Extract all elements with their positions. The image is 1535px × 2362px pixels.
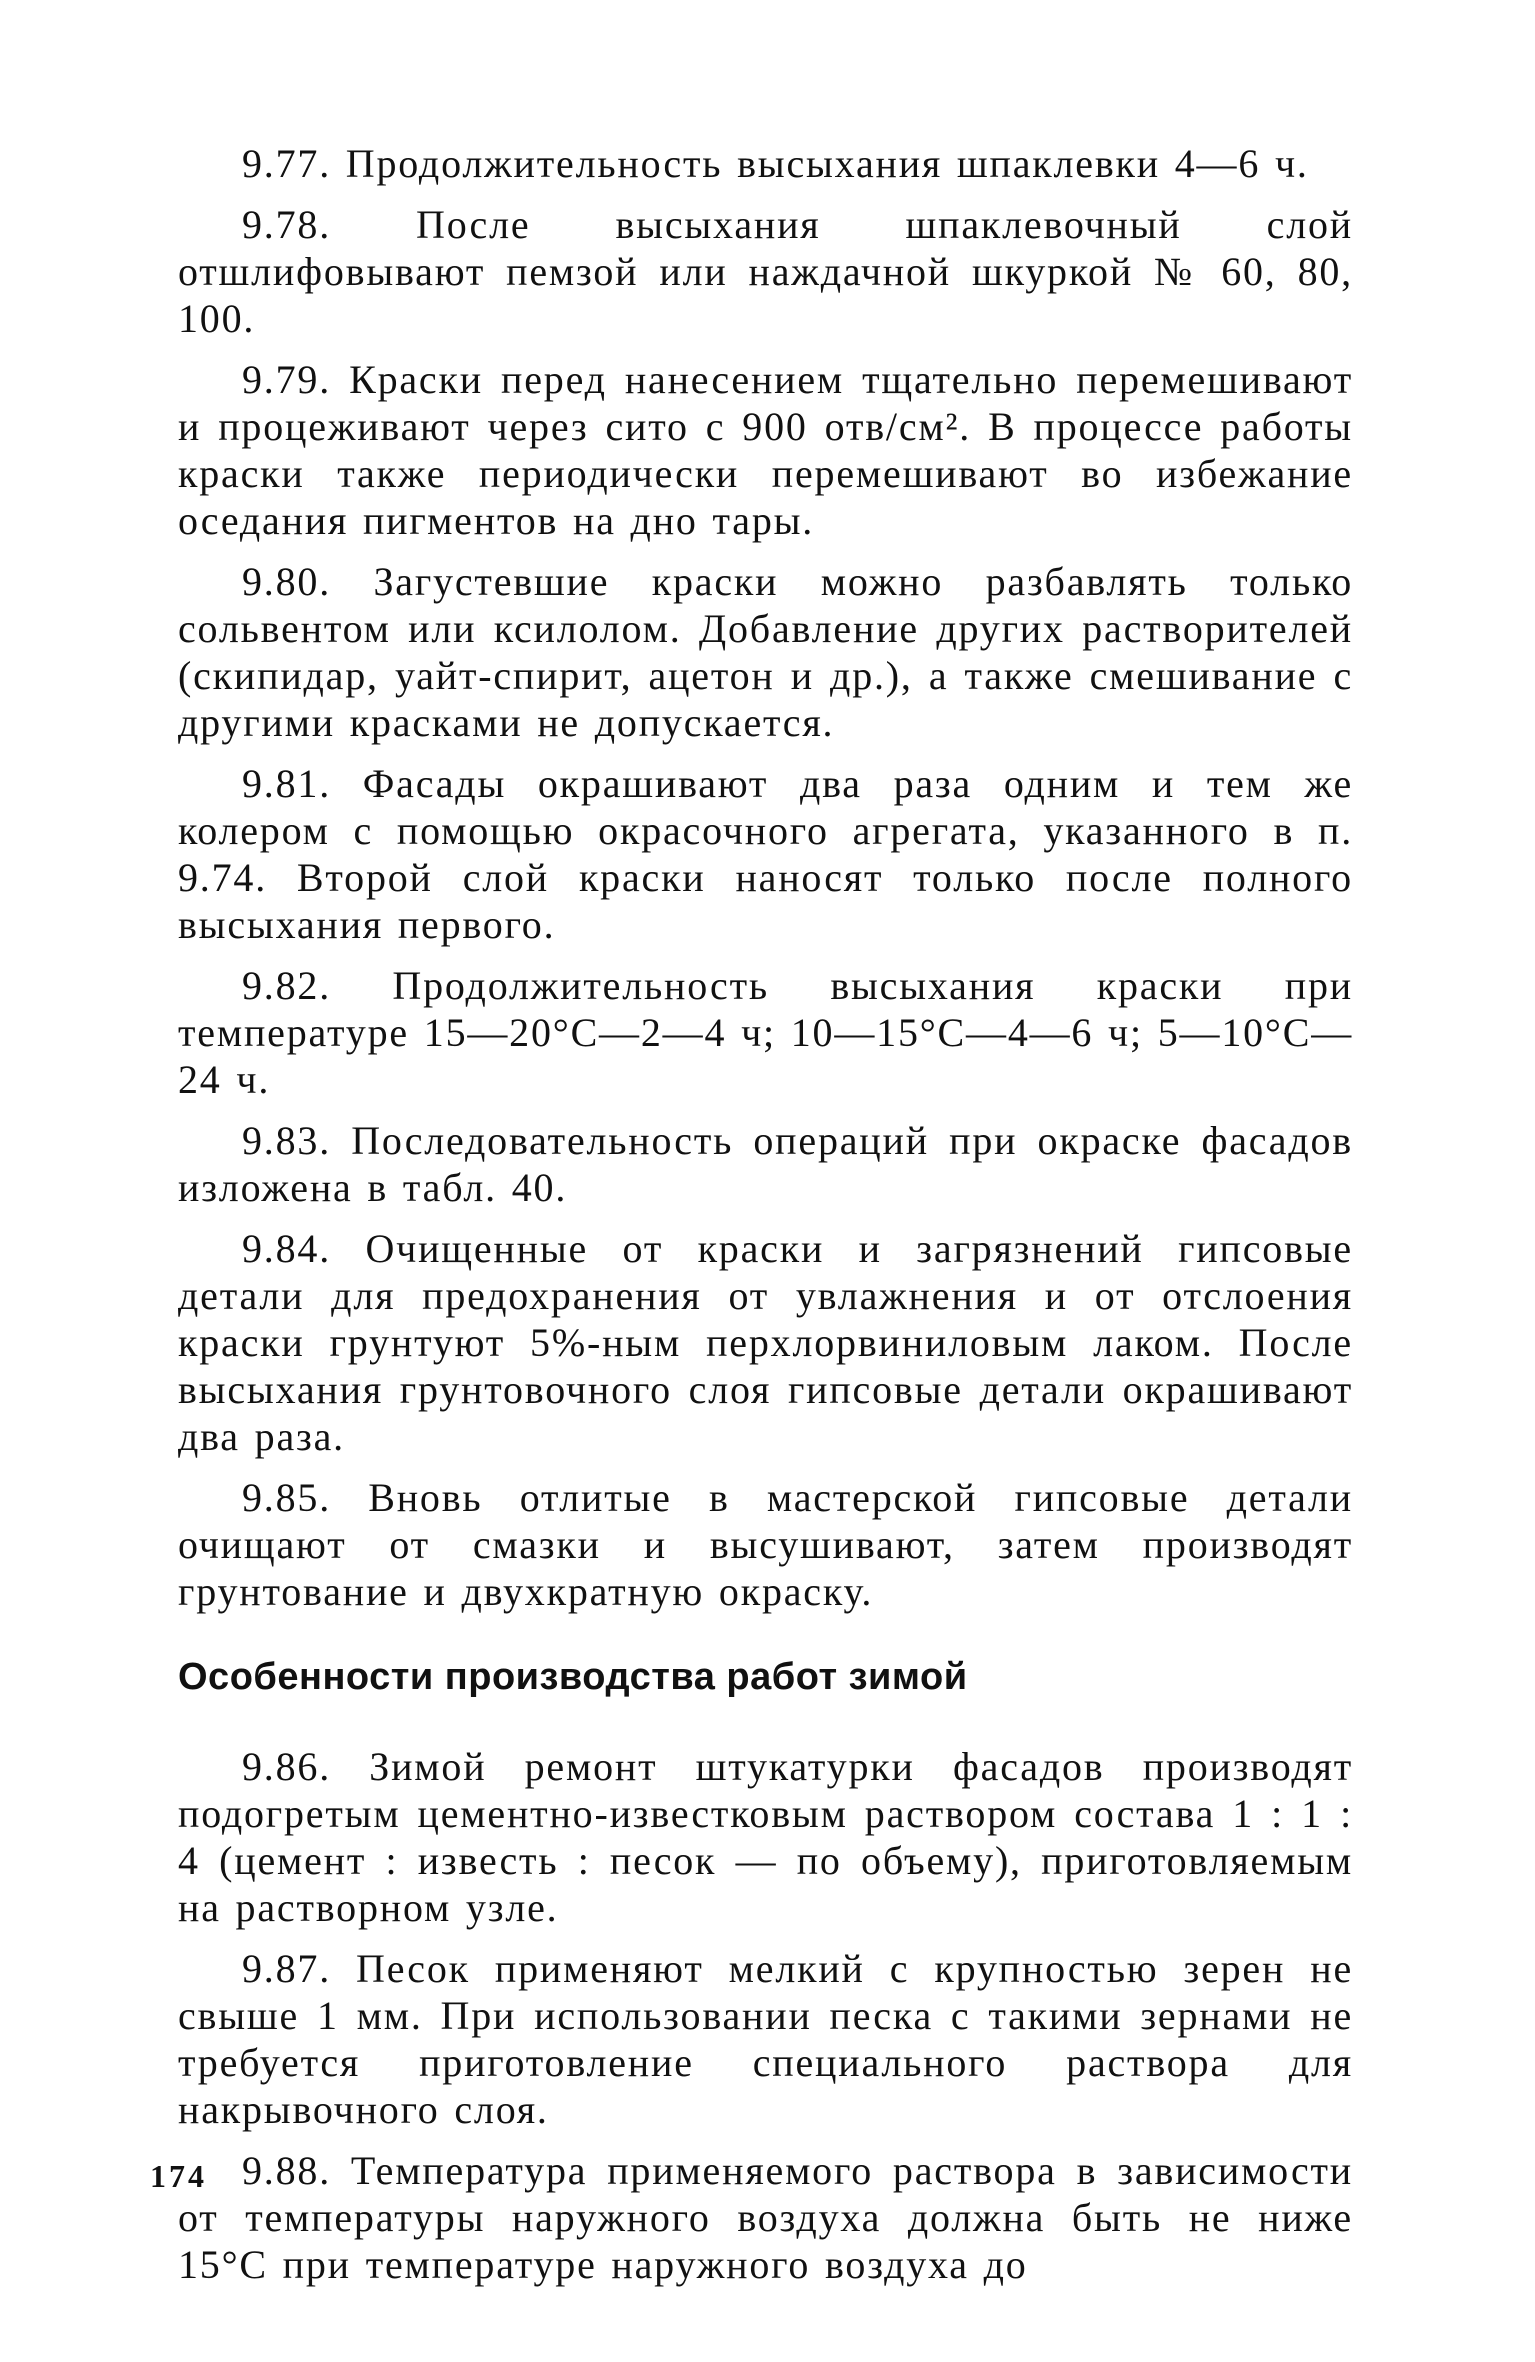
paragraph-9-81: 9.81. Фасады окрашивают два раза одним и тем же колером с помощью окрасочного агрегата, указанного в п. 9.74. Второй слой краски наносят только после полного высыхания первого. <box>178 761 1353 947</box>
paragraph-9-82: 9.82. Продолжительность высыхания краски при температуре 15—20°C—2—4 ч; 10—15°C—4—6 ч; 5—10°C—24 ч. <box>178 963 1353 1102</box>
paragraph-9-88: 9.88. Температура применяемого раствора в зависимости от температуры наружного воздуха должна быть не ниже 15°C при температуре наружного воздуха до <box>178 2148 1353 2287</box>
paragraph-9-79: 9.79. Краски перед нанесением тщательно перемешивают и процеживают через сито с 900 отв/см². В процессе работы краски также периодически перемешивают во избежание оседания пигментов на дно тары. <box>178 357 1353 543</box>
paragraph-9-77: 9.77. Продолжительность высыхания шпаклевки 4—6 ч. <box>242 141 1309 186</box>
paragraph-9-84: 9.84. Очищенные от краски и загрязнений гипсовые детали для предохранения от увлажнения и от отслоения краски грунтуют 5%-ным перхлорвиниловым лаком. После высыхания грунтовочного слоя гипсовые детали окрашивают два раза. <box>178 1226 1353 1459</box>
paragraph-9-80: 9.80. Загустевшие краски можно разбавлять только сольвентом или ксилолом. Добавление других растворителей (скипидар, уайт-спирит, ацетон и др.), а также смешивание с другими красками не допускается. <box>178 559 1353 745</box>
paragraph-9-83: 9.83. Последовательность операций при окраске фасадов изложена в табл. 40. <box>178 1118 1353 1210</box>
paragraph-9-87: 9.87. Песок применяют мелкий с крупностью зерен не свыше 1 мм. При использовании песка с такими зернами не требуется приготовление специального раствора для накрывочного слоя. <box>178 1946 1353 2132</box>
text-column <box>178 140 1353 2302</box>
paragraph-9-85: 9.85. Вновь отлитые в мастерской гипсовые детали очищают от смазки и высушивают, затем производят грунтование и двухкратную окраску. <box>178 1475 1353 1614</box>
paragraph-9-78: 9.78. После высыхания шпаклевочный слой отшлифовывают пемзой или наждачной шкуркой № 60, 80, 100. <box>178 202 1353 341</box>
paragraph-9-86: 9.86. Зимой ремонт штукатурки фасадов производят подогретым цементно-известковым раствором состава 1 : 1 : 4 (цемент : известь : песок — по объему), приготовляемым на растворном узле. <box>178 1744 1353 1930</box>
page-number: 174 <box>150 2158 207 2194</box>
section-heading: Особенности производства работ зимой <box>178 1656 968 1698</box>
